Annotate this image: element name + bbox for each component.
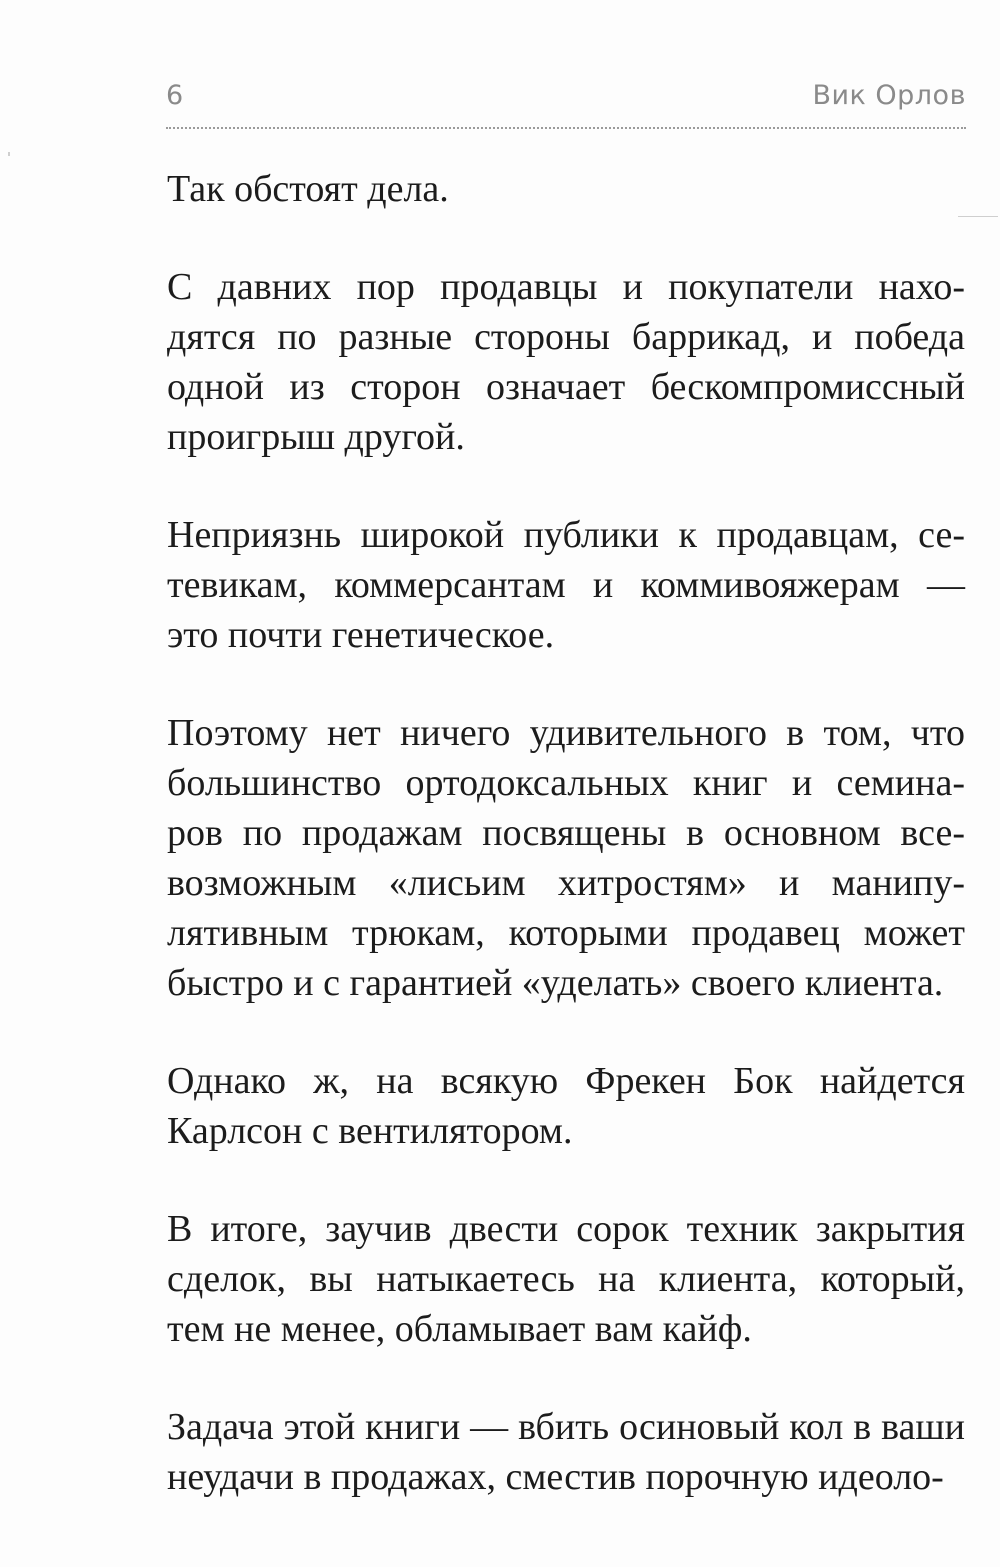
text-line: Неприязнь широкой публики к продавцам, се- <box>167 514 965 556</box>
paragraph <box>167 262 965 462</box>
paragraph <box>167 164 965 214</box>
text-line: быстро и с гарантией «уделать» своего клиента. <box>167 962 944 1004</box>
author-name: Вик Орлов <box>812 80 966 111</box>
text-line: дятся по разные стороны баррикад, и победа <box>167 316 965 358</box>
scan-artifact <box>8 152 10 156</box>
text-line: Карлсон с вентилятором. <box>167 1110 573 1152</box>
text-line: Однако ж, на всякую Фрекен Бок найдется <box>167 1060 965 1102</box>
text-line: это почти генетическое. <box>167 614 555 656</box>
paragraph <box>167 510 965 660</box>
paragraph <box>167 708 965 1008</box>
running-header <box>166 80 966 124</box>
paragraph <box>167 1056 965 1156</box>
text-line: проигрыш другой. <box>167 416 465 458</box>
text-line: неудачи в продажах, сместив порочную идеоло- <box>167 1456 944 1498</box>
text-line: Поэтому нет ничего удивительного в том, что <box>167 712 965 754</box>
text-line: тевикам, коммерсантам и коммивояжерам — <box>167 564 965 606</box>
body-text <box>167 164 965 1550</box>
text-line: В итоге, заучив двести сорок техник закрытия <box>167 1208 965 1250</box>
text-line: большинство ортодоксальных книг и семина- <box>167 762 965 804</box>
text-line: возможным «лисьим хитростям» и манипу- <box>167 862 965 904</box>
scan-artifact <box>958 216 998 217</box>
text-line: С давних пор продавцы и покупатели нахо- <box>167 266 965 308</box>
page-number: 6 <box>166 80 184 111</box>
header-rule <box>166 127 966 129</box>
text-line: Так обстоят дела. <box>167 168 449 210</box>
text-line: тем не менее, обламывает вам кайф. <box>167 1308 752 1350</box>
paragraph <box>167 1204 965 1354</box>
text-line: ров по продажам посвящены в основном все- <box>167 812 965 854</box>
text-line: одной из сторон означает бескомпромиссный <box>167 366 965 408</box>
text-line: Задача этой книги — вбить осиновый кол в ваши <box>167 1406 965 1448</box>
text-line: сделок, вы натыкаетесь на клиента, который, <box>167 1258 965 1300</box>
paragraph <box>167 1402 965 1502</box>
text-line: лятивным трюкам, которыми продавец может <box>167 912 965 954</box>
